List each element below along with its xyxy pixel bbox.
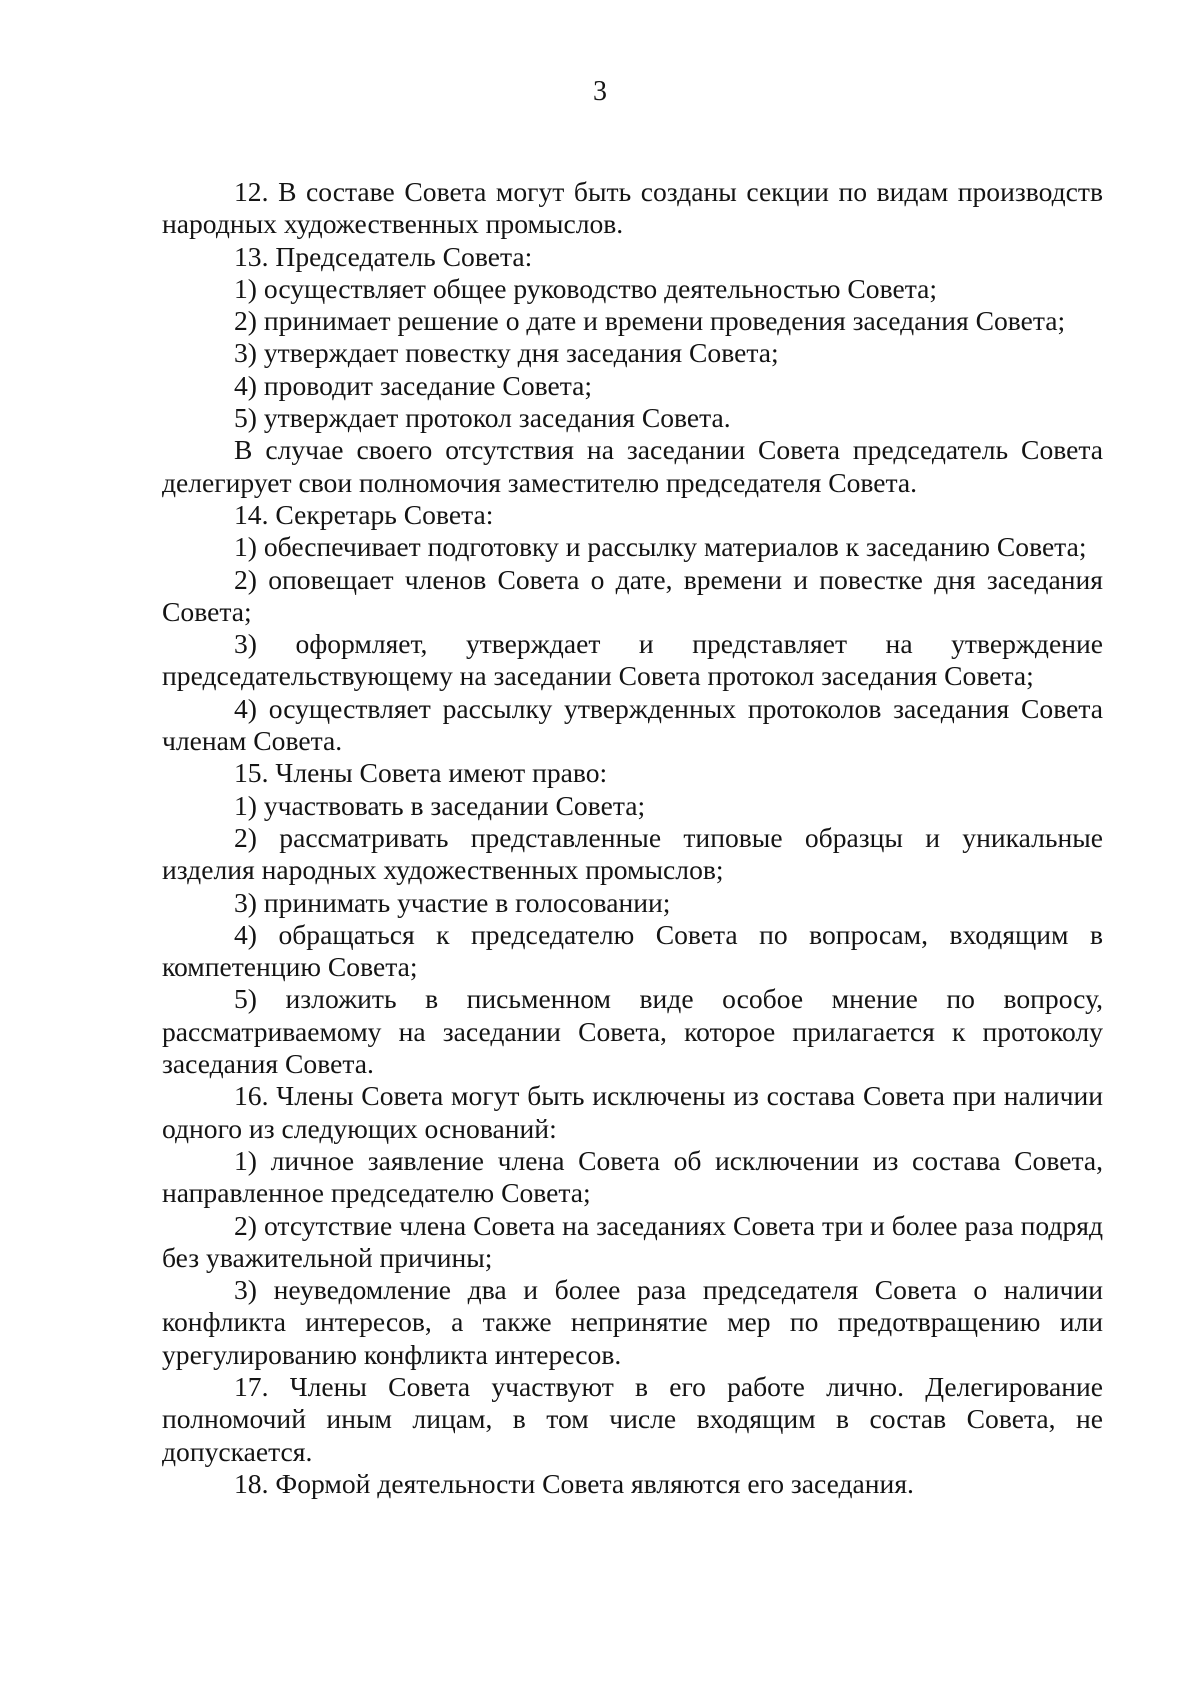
paragraph-12: 12. В составе Совета могут быть созданы секции по видам производств народных художественных промыслов. <box>162 176 1103 240</box>
paragraph-16-heading: 16. Члены Совета могут быть исключены из состава Совета при наличии одного из следующих оснований: <box>162 1080 1103 1144</box>
paragraph-18: 18. Формой деятельности Совета являются его заседания. <box>234 1467 914 1499</box>
paragraph-16-item-3: 3) неуведомление два и более раза председателя Совета о наличии конфликта интересов, а также непринятие мер по предотвращению или урегулированию конфликта интересов. <box>162 1274 1103 1370</box>
paragraph-13-item-2: 2) принимает решение о дате и времени проведения заседания Совета; <box>234 305 1066 337</box>
paragraph-13-absence: В случае своего отсутствия на заседании Совета председатель Совета делегирует свои полномочия заместителю председателя Совета. <box>162 434 1103 498</box>
paragraph-14-item-2: 2) оповещает членов Совета о дате, времени и повестке дня заседания Совета; <box>162 563 1103 627</box>
paragraph-13-heading: 13. Председатель Совета: <box>234 240 533 272</box>
paragraph-15-item-1: 1) участвовать в заседании Совета; <box>234 789 646 821</box>
paragraph-14-item-4: 4) осуществляет рассылку утвержденных протоколов заседания Совета членам Совета. <box>162 692 1103 757</box>
paragraph-14-item-3: 3) оформляет, утверждает и представляет на утверждение председательствующему на заседании Совета протокол заседания Совета; <box>162 628 1103 692</box>
paragraph-17: 17. Члены Совета участвуют в его работе лично. Делегирование полномочий иным лицам, в том числе входящим в состав Совета, не допускается. <box>162 1370 1103 1467</box>
paragraph-15-item-4: 4) обращаться к председателю Совета по вопросам, входящим в компетенцию Совета; <box>162 918 1103 983</box>
paragraph-13-item-3: 3) утверждает повестку дня заседания Совета; <box>234 337 779 369</box>
paragraph-15-item-5: 5) изложить в письменном виде особое мнение по вопросу, рассматриваемому на заседании Совета, которое прилагается к протоколу заседания Совета. <box>162 983 1103 1080</box>
document-body <box>162 176 1103 1500</box>
paragraph-13-item-4: 4) проводит заседание Совета; <box>234 369 593 401</box>
paragraph-13-item-1: 1) осуществляет общее руководство деятельностью Совета; <box>234 272 938 304</box>
paragraph-15-item-3: 3) принимать участие в голосовании; <box>234 886 671 918</box>
paragraph-15-heading: 15. Члены Совета имеют право: <box>234 757 608 789</box>
paragraph-16-item-1: 1) личное заявление члена Совета об исключении из состава Совета, направленное председателю Совета; <box>162 1144 1103 1209</box>
paragraph-16-item-2: 2) отсутствие члена Совета на заседаниях Совета три и более раза подряд без уважительной причины; <box>162 1209 1103 1273</box>
page-number: 3 <box>593 76 607 107</box>
paragraph-14-item-1: 1) обеспечивает подготовку и рассылку материалов к заседанию Совета; <box>234 531 1087 563</box>
paragraph-13-item-5: 5) утверждает протокол заседания Совета. <box>234 402 731 434</box>
paragraph-15-item-2: 2) рассматривать представленные типовые образцы и уникальные изделия народных художественных промыслов; <box>162 821 1103 886</box>
paragraph-14-heading: 14. Секретарь Совета: <box>234 498 494 530</box>
